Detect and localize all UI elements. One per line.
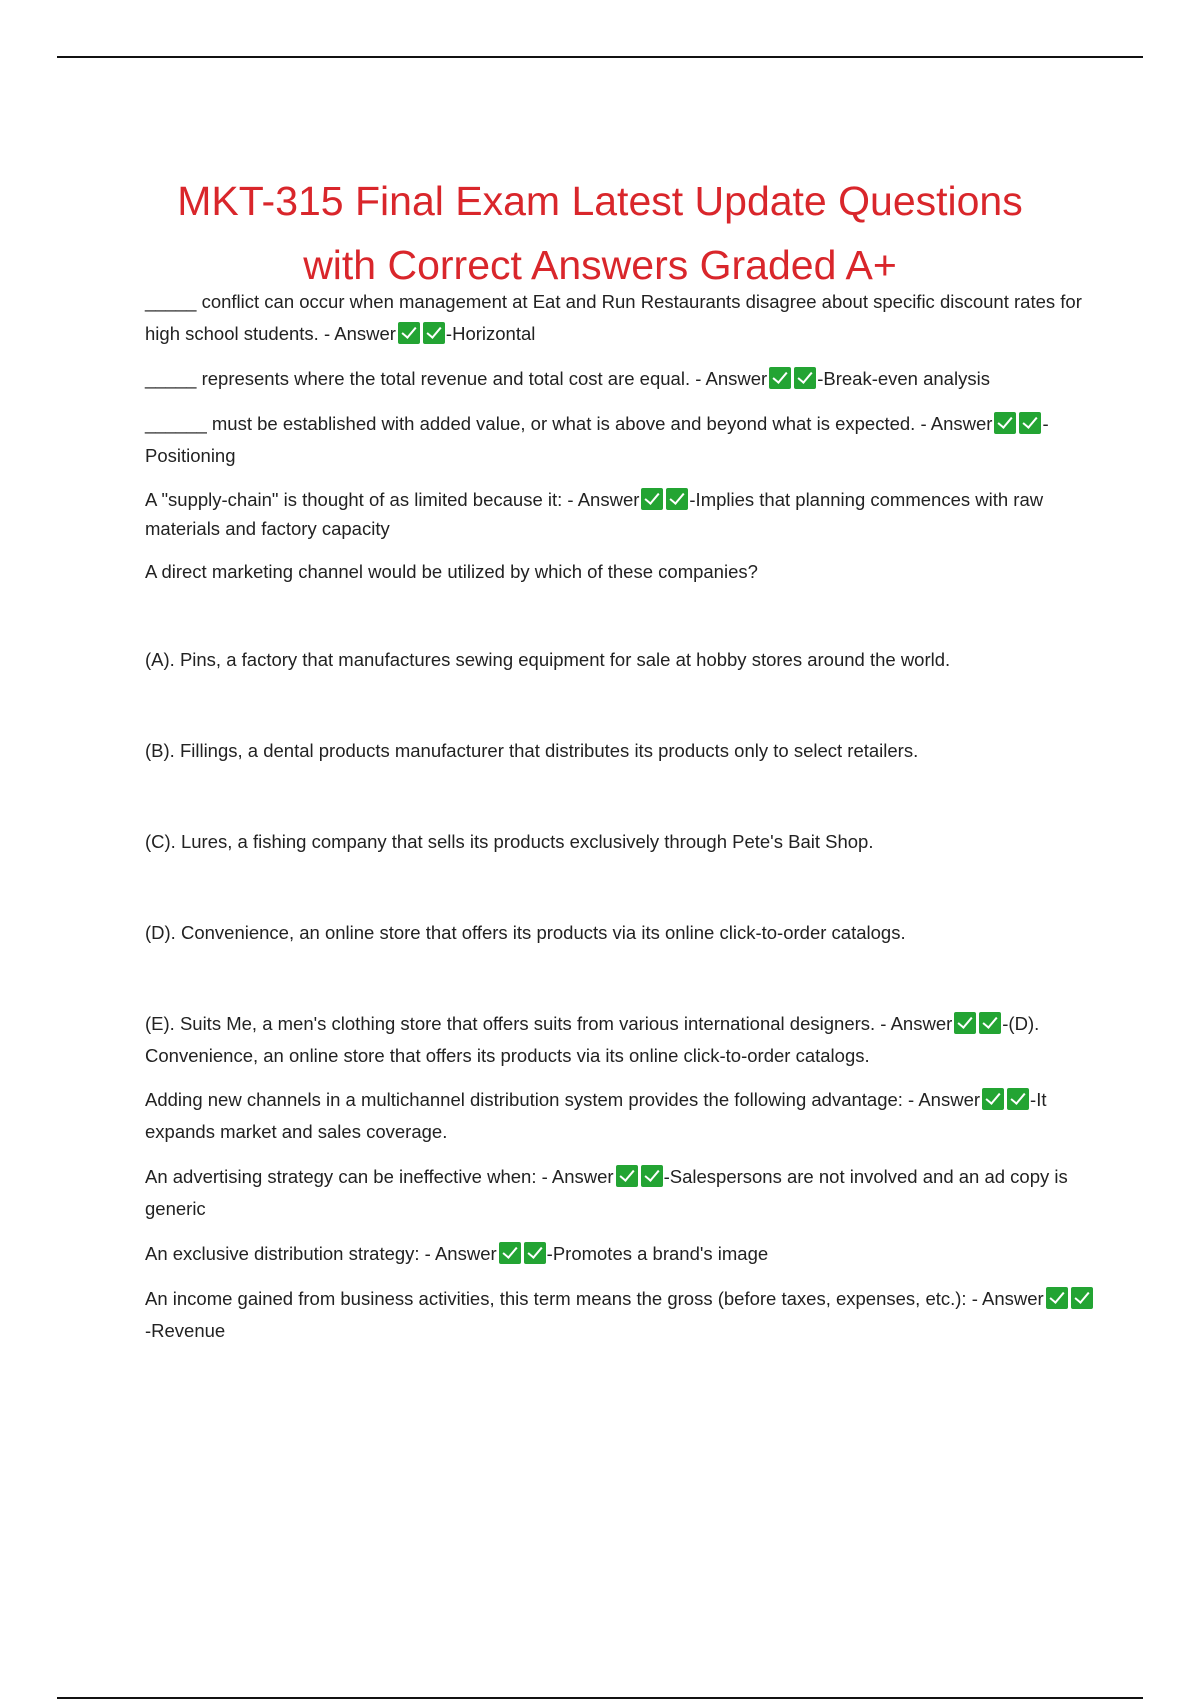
qa-item — [145, 485, 1095, 543]
answer-text: -It expands market and sales coverage. — [145, 1089, 1047, 1142]
answer-text: -Implies that planning commences with raw materials and factory capacity — [145, 489, 1044, 539]
answer-label: - Answer — [562, 489, 640, 510]
qa-item — [145, 286, 1095, 350]
question-text: _____ represents where the total revenue and total cost are equal. — [145, 368, 691, 389]
page-title — [120, 169, 1080, 297]
question-text: ______ must be established with added value, or what is above and beyond what is expected. — [145, 413, 916, 434]
answer-label: - Answer — [419, 1243, 497, 1264]
check-mark-icon — [641, 1165, 663, 1187]
question-text: An advertising strategy can be ineffective when: — [145, 1166, 537, 1187]
answer-option-b: (B). Fillings, a dental products manufacturer that distributes its products only to select retailers. — [145, 740, 919, 761]
qa-list — [145, 286, 1095, 1360]
answer-text: -Horizontal — [445, 323, 536, 344]
qa-item — [145, 1161, 1095, 1225]
answer-text: -Revenue — [145, 1320, 226, 1341]
check-mark-icon — [616, 1165, 638, 1187]
option-e-text: (E). Suits Me, a men's clothing store that offers suits from various international designers. — [145, 1013, 876, 1034]
check-mark-icon — [1046, 1287, 1068, 1309]
check-mark-icon — [499, 1242, 521, 1264]
check-mark-icon — [641, 488, 663, 510]
question-text: An income gained from business activities, this term means the gross (before taxes, expenses, etc.): — [145, 1288, 967, 1309]
check-mark-icon — [794, 367, 816, 389]
qa-item — [145, 1238, 1095, 1270]
qa-item — [145, 363, 1095, 395]
qa-item — [145, 1084, 1095, 1148]
answer-label: - Answer — [318, 323, 396, 344]
answer-text: -Salespersons are not involved and an ad copy is generic — [145, 1166, 1068, 1219]
answer-text: -Break-even analysis — [817, 368, 990, 389]
check-mark-icon — [524, 1242, 546, 1264]
question-text: _____ conflict can occur when management at Eat and Run Restaurants disagree about specific discount rates for high school students. — [145, 291, 1082, 344]
check-mark-icon — [994, 412, 1016, 434]
answer-label: - Answer — [536, 1166, 614, 1187]
answer-label: - Answer — [966, 1288, 1044, 1309]
answer-text: -Positioning — [145, 413, 1049, 466]
check-mark-icon — [398, 322, 420, 344]
check-mark-icon — [1007, 1088, 1029, 1110]
check-mark-icon — [982, 1088, 1004, 1110]
check-mark-icon — [1071, 1287, 1093, 1309]
answer-text: -(D). Convenience, an online store that offers its products via its online click-to-order catalogs. — [145, 1013, 1040, 1066]
answer-text: -Promotes a brand's image — [546, 1243, 769, 1264]
answer-label: - Answer — [902, 1089, 981, 1110]
qa-item — [145, 1283, 1095, 1347]
check-mark-icon — [769, 367, 791, 389]
answer-label: - Answer — [690, 368, 768, 389]
answer-option-c: (C). Lures, a fishing company that sells its products exclusively through Pete's Bait Shop. — [145, 831, 874, 852]
answer-option-e — [145, 1008, 1095, 1072]
answer-option-d: (D). Convenience, an online store that offers its products via its online click-to-order catalogs. — [145, 922, 906, 943]
check-mark-icon — [979, 1012, 1001, 1034]
question-stem: A direct marketing channel would be utilized by which of these companies? — [145, 561, 758, 582]
top-rule — [57, 56, 1143, 58]
question-text: A "supply-chain" is thought of as limited because it: — [145, 489, 563, 510]
check-mark-icon — [666, 488, 688, 510]
question-text: An exclusive distribution strategy: — [145, 1243, 420, 1264]
check-mark-icon — [1019, 412, 1041, 434]
question-text: Adding new channels in a multichannel distribution system provides the following advantage: — [145, 1089, 903, 1110]
title-line-2: with Correct Answers Graded A+ — [303, 242, 897, 289]
answer-label: - Answer — [915, 413, 993, 434]
answer-option-a: (A). Pins, a factory that manufactures sewing equipment for sale at hobby stores around the world. — [145, 649, 951, 670]
check-mark-icon — [954, 1012, 976, 1034]
answer-label: - Answer — [875, 1013, 953, 1034]
check-mark-icon — [423, 322, 445, 344]
qa-item — [145, 408, 1095, 472]
bottom-rule — [57, 1697, 1143, 1699]
title-line-1: MKT-315 Final Exam Latest Update Questions — [177, 178, 1023, 225]
